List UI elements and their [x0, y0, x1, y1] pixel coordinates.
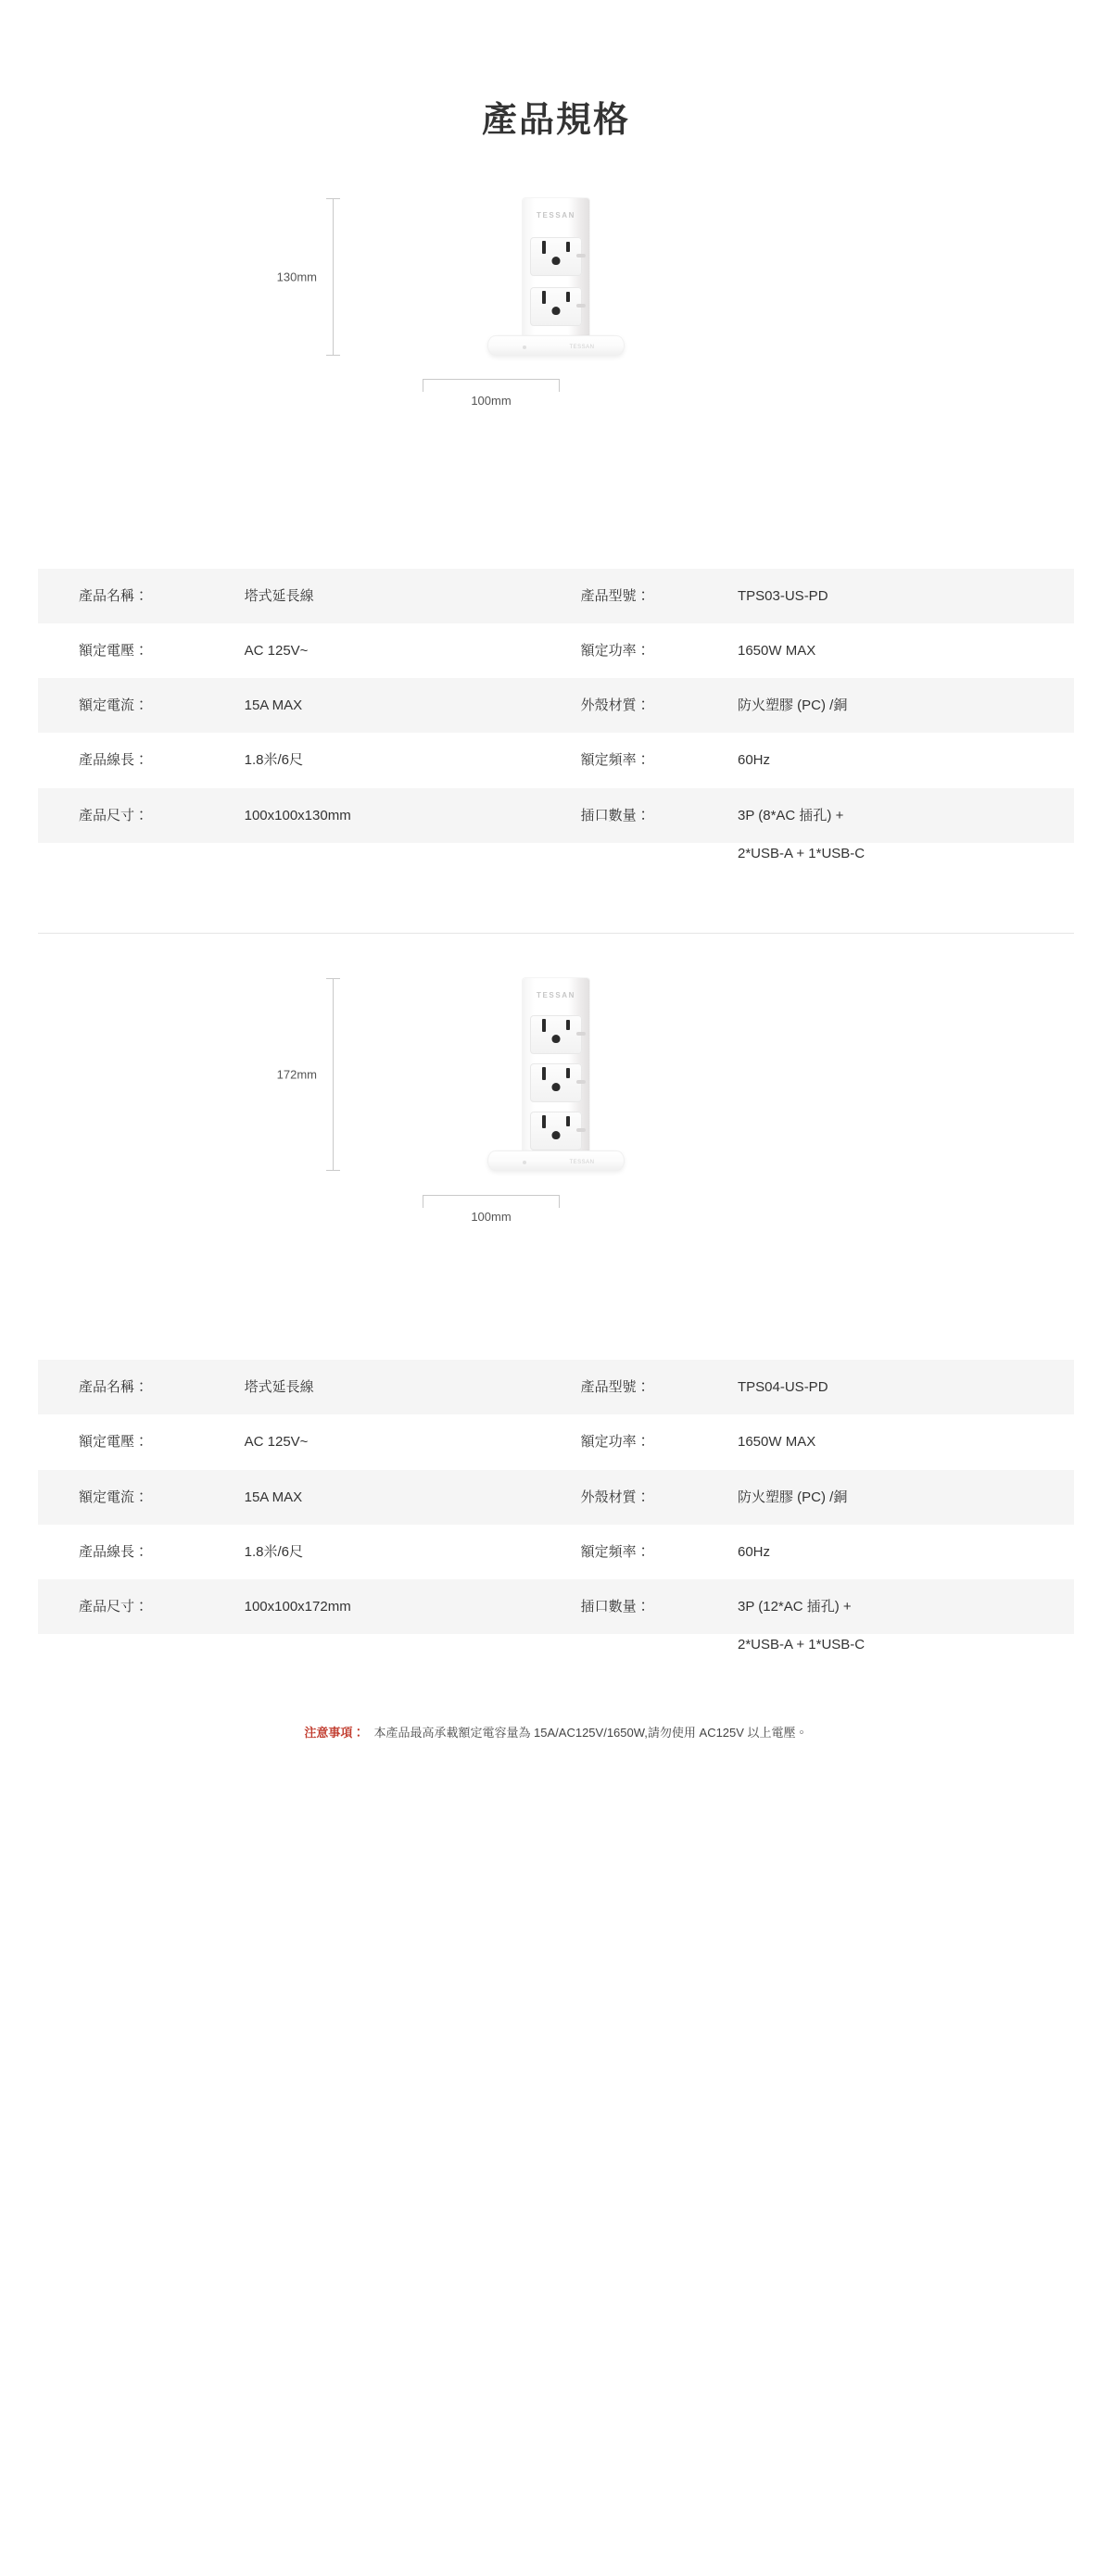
spec-value: 1650W MAX — [738, 642, 816, 659]
warning-note — [38, 1723, 1074, 1796]
page-title: 產品規格 — [481, 101, 630, 140]
width-measure-label-2: 100mm — [471, 1210, 512, 1225]
spec-value: 1.8米/6尺 — [244, 752, 303, 769]
spec-value: 塔式延長線 — [245, 1360, 581, 1414]
spec-value: 防火塑膠 (PC) /銅 — [738, 678, 1074, 733]
spec-key: 產品名稱： — [38, 569, 245, 623]
spec-key: 額定電壓： — [79, 1434, 149, 1451]
spec-key: 額定頻率： — [580, 1543, 651, 1560]
spec-key: 額定頻率： — [580, 752, 651, 769]
width-measure-2 — [423, 1195, 560, 1223]
height-measure-1 — [276, 198, 341, 356]
device-brand-1: TESSAN — [536, 210, 576, 220]
table-row — [38, 623, 1074, 678]
spec-value: AC 125V~ — [244, 642, 309, 659]
height-measure-label-2: 172mm — [276, 1067, 317, 1082]
spec-value: TPS03-US-PD — [738, 569, 1074, 623]
device-illustration-1 — [454, 198, 658, 365]
spec-value-continuation: 2*USB-A + 1*USB-C — [738, 1637, 866, 1653]
warning-note-text: 本產品最高承載額定電容量為 15A/AC125V/1650W,請勿使用 AC125V 以上電壓。 — [373, 1725, 808, 1740]
spec-value: 1650W MAX — [738, 1434, 816, 1451]
spec-key: 額定電流： — [38, 678, 245, 733]
spec-key: 插口數量： — [581, 788, 738, 843]
spec-value: 15A MAX — [245, 678, 581, 733]
section-divider — [38, 933, 1074, 934]
table-row — [38, 1360, 1074, 1414]
spec-table-2 — [38, 1360, 1074, 1677]
ac-outlet — [530, 237, 582, 276]
spec-value: 3P (12*AC 插孔) + — [738, 1579, 1074, 1634]
spec-key: 產品尺寸： — [38, 788, 245, 843]
spec-value: TPS04-US-PD — [738, 1360, 1074, 1414]
ac-outlet — [530, 1112, 582, 1150]
spec-key: 產品型號： — [581, 569, 738, 623]
width-measure-1 — [423, 379, 560, 407]
spec-value: 防火塑膠 (PC) /銅 — [738, 1470, 1074, 1525]
height-measure-label-1: 130mm — [276, 270, 317, 284]
spec-key: 外殼材質： — [581, 678, 738, 733]
spec-value: 60Hz — [738, 1543, 771, 1560]
table-row — [38, 1414, 1074, 1469]
table-row — [38, 569, 1074, 623]
spec-value: 100x100x172mm — [245, 1579, 581, 1634]
spec-key: 額定電壓： — [79, 642, 149, 659]
spec-key: 產品線長： — [79, 1543, 149, 1560]
ac-outlet — [530, 1015, 582, 1054]
warning-note-label: 注意事項： — [304, 1725, 365, 1740]
table-row — [38, 788, 1074, 843]
spec-value: 15A MAX — [245, 1470, 581, 1525]
spec-value: 100x100x130mm — [245, 788, 581, 843]
table-row-continuation — [38, 843, 1074, 885]
table-row-continuation — [38, 1634, 1074, 1676]
spec-value: 1.8米/6尺 — [244, 1543, 303, 1560]
table-row — [38, 678, 1074, 733]
spec-key: 額定電流： — [38, 1470, 245, 1525]
device-brand-2: TESSAN — [536, 991, 576, 1000]
table-row — [38, 733, 1074, 787]
width-measure-label-1: 100mm — [471, 393, 512, 408]
spec-key: 外殼材質： — [581, 1470, 738, 1525]
ac-outlet — [530, 287, 582, 326]
spec-table-1 — [38, 569, 1074, 886]
spec-value: 塔式延長線 — [245, 569, 581, 623]
table-row — [38, 1579, 1074, 1634]
spec-value: 60Hz — [738, 752, 771, 769]
spec-key: 產品尺寸： — [38, 1579, 245, 1634]
spec-key: 插口數量： — [581, 1579, 738, 1634]
device-illustration-2 — [454, 978, 658, 1182]
spec-key: 額定功率： — [580, 1434, 651, 1451]
product-figure-1 — [0, 180, 1112, 569]
spec-value: 3P (8*AC 插孔) + — [738, 788, 1074, 843]
spec-key: 產品型號： — [581, 1360, 738, 1414]
spec-value-continuation: 2*USB-A + 1*USB-C — [738, 845, 866, 861]
product-figure-2 — [0, 961, 1112, 1360]
ac-outlet — [530, 1063, 582, 1102]
table-row — [38, 1525, 1074, 1579]
table-row — [38, 1470, 1074, 1525]
spec-key: 產品線長： — [79, 752, 149, 769]
base-brand-tag-1: TESSAN — [569, 344, 595, 350]
spec-value: AC 125V~ — [244, 1434, 309, 1451]
base-brand-tag-2: TESSAN — [569, 1160, 595, 1166]
spec-key: 產品名稱： — [38, 1360, 245, 1414]
spec-key: 額定功率： — [580, 642, 651, 659]
height-measure-2 — [276, 978, 341, 1171]
